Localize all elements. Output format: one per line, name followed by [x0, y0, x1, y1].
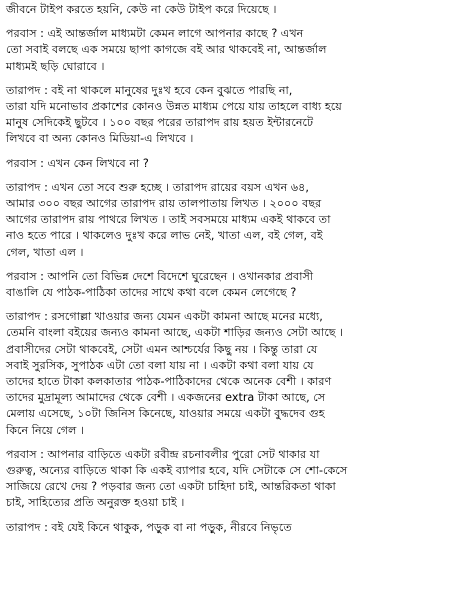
text-line: মেলায় এসেছে, ১০টা জিনিস কিনেছে, যাওয়ার সময়ে একটা বুদ্ধদেব গুহ — [6, 407, 325, 421]
text-line: চাই, সাহিত্যের প্রতি অনুরক্ত হওয়া চাই । — [6, 496, 185, 510]
text-line: তারাপদ : এখন তো সবে শুরু হচ্ছে । তারাপদ রায়ের বয়স এখন ৬৪, — [6, 180, 309, 194]
text-line: লিখবে বা অন্য কোনও মিডিয়া-এ লিখবে । — [6, 132, 194, 146]
text-line: প্রবাসীদের সেটা থাকবেই, সেটা এমন আশ্চর্যের কিছু নয় । কিন্তু তারা যে — [6, 342, 318, 356]
text-line: পরবাস : এখন কেন লিখবে না ? — [6, 156, 149, 170]
text-line: নাও হতে পারে । থাকলেও দুঃখ করে লাভ নেই, খাতা এল, বই গেল, বই — [6, 229, 323, 243]
text-line: তাদের হাতে টাকা কলকাতার পাঠক-পাঠিকাদের থেকে অনেক বেশী । কারণ — [6, 375, 332, 389]
paragraph — [6, 447, 450, 512]
text-line: পরবাস : এই আন্তর্জাল মাধ্যমটা কেমন লাগে আপনার কাছে ? এখন — [6, 27, 304, 41]
paragraph — [6, 309, 450, 439]
paragraph — [6, 269, 450, 301]
text-line: তারা যদি মনোভাব প্রকাশের কোনও উন্নত মাধ্যম পেয়ে যায় তাহলে বাধ্য হয়ে — [6, 100, 342, 114]
paragraph — [6, 2, 450, 18]
paragraph — [6, 26, 450, 75]
text-line: কিনে নিয়ে গেল । — [6, 423, 85, 437]
text-line: পরবাস : আপনার বাড়িতে একটা রবীন্দ্র রচনাবলীর পুরো সেট থাকার যা — [6, 447, 320, 461]
text-line: মানুষ সেদিকেই ছুটবে । ১০০ বছর পরের তারাপদ রায় হয়ত ইন্টারনেটে — [6, 116, 314, 130]
text-line: বাঙালি যে পাঠক-পাঠিকা তাদের সাথে কথা বলে কেমন লেগেছে ? — [6, 286, 297, 300]
text-line: মাধ্যমই ছড়ি ঘোরাবে । — [6, 59, 105, 73]
text-line: আগের তারাপদ রায় পাথরে লিখত । তাই সবসময়ে মাধ্যম একই থাকবে তা — [6, 213, 331, 227]
text-line: জীবনে টাইপ করতে হয়নি, কেউ না কেউ টাইপ করে দিয়েছে । — [6, 3, 277, 16]
paragraph — [6, 156, 450, 172]
paragraph — [6, 180, 450, 261]
text-line: তারাপদ : বই না থাকলে মানুষের দুঃখ হবে কেন বুঝতে পারছি না, — [6, 83, 293, 97]
text-line: গেল, খাতা এল । — [6, 245, 84, 259]
text-line: সবাই সুরসিক, সুপাঠক এটা তো বলা যায় না । একটা কথা বলা যায় যে — [6, 358, 314, 372]
paragraph — [6, 520, 450, 536]
text-line: তারাপদ : রসগোল্লা খাওয়ার জন্য যেমন একটা কামনা আছে মনের মধ্যে, — [6, 310, 323, 324]
text-line: তো সবাই বলছে এক সময়ে ছাপা কাগজে বই আর থাকবেই না, আন্তর্জাল — [6, 43, 327, 57]
text-line: গুরুত্ব, অন্যের বাড়িতে থাকা কি একই ব্যাপার হবে, যদি সেটাকে সে শো-কেসে — [6, 464, 348, 478]
text-line: তেমনি বাংলা বইয়ের জন্যও কামনা আছে, একটা শাড়ির জন্যও সেটা আছে । — [6, 326, 344, 340]
paragraph — [6, 83, 450, 148]
text-line: তাদের মুদ্রামূল্য আমাদের থেকে বেশী । একজনের extra টাকা আছে, সে — [6, 391, 326, 405]
text-line: আমার ৩০০ বছর আগের তারাপদ রায় তালপাতায় লিখত । ২০০০ বছর — [6, 197, 322, 211]
text-line: তারাপদ : বই যেই কিনে থাকুক, পড়ুক বা না পড়ুক, নীরবে নিভৃতে — [6, 520, 292, 534]
text-line: পরবাস : আপনি তো বিভিন্ন দেশে বিদেশে ঘুরেছেন । ওখানকার প্রবাসী — [6, 269, 314, 283]
text-line: সাজিয়ে রেখে দেয় ? পড়বার জন্য তো একটা চাহিদা চাই, আন্তরিকতা থাকা — [6, 480, 336, 494]
